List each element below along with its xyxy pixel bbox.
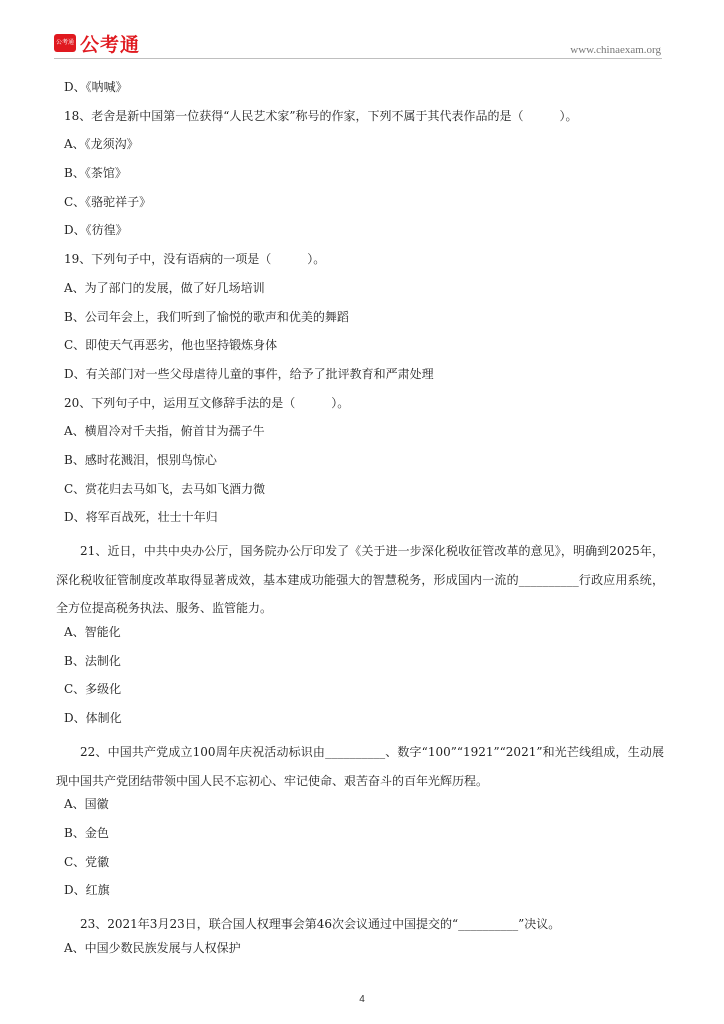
logo-text[interactable]: 公考通 (80, 34, 141, 56)
question-22: 22、中国共产党成立100周年庆祝活动标识由__________、数字“100”“1921”“2021”和光芒线组成，生动展现中国共产党团结带领中国人民不忘初心、牢记使命、艰苦奋斗的百年光辉历程。 (56, 744, 664, 788)
option-line: A、智能化 (64, 625, 121, 640)
option-line: C、赏花归去马如飞，去马如飞酒力微 (64, 481, 266, 496)
option-line: C、《骆驼祥子》 (64, 194, 152, 209)
document-body (56, 78, 664, 967)
site-url[interactable]: www.chinaexam.org (570, 44, 661, 56)
option-line: D、《呐喊》 (64, 80, 128, 94)
question-18: 18、老舍是新中国第一位获得“人民艺术家”称号的作家，下列不属于其代表作品的是（ ）。 (64, 108, 578, 123)
option-line: A、国徽 (64, 797, 109, 812)
option-line: C、即使天气再恶劣，他也坚持锻炼身体 (64, 338, 278, 353)
option-line: A、为了部门的发展，做了好几场培训 (64, 280, 265, 295)
option-line: B、公司年会上，我们听到了愉悦的歌声和优美的舞蹈 (64, 309, 349, 324)
option-line: D、有关部门对一些父母虐待儿童的事件，给予了批评教育和严肃处理 (64, 366, 434, 381)
option-line: C、多级化 (64, 682, 122, 697)
question-19: 19、下列句子中，没有语病的一项是（ ）。 (64, 252, 326, 267)
question-21: 21、近日，中共中央办公厅，国务院办公厅印发了《关于进一步深化税收征管改革的意见》，明确到2025年，深化税收征管制度改革取得显著成效，基本建成功能强大的智慧税务，形成国内一流的__________行政应用系统，全方位提高税务执法、服务、监管能力。 (56, 544, 664, 616)
option-line: D、《彷徨》 (64, 223, 128, 238)
option-line: A、横眉冷对千夫指，俯首甘为孺子牛 (64, 424, 265, 439)
option-line: A、《龙须沟》 (64, 137, 139, 152)
option-line: D、红旗 (64, 883, 110, 898)
question-23: 23、2021年3月23日，联合国人权理事会第46次会议通过中国提交的“__________”决议。 (80, 917, 561, 932)
option-line: A、中国少数民族发展与人权保护 (64, 940, 241, 955)
header-divider (54, 58, 662, 59)
page-number: 4 (359, 994, 365, 1005)
option-line: D、体制化 (64, 711, 122, 726)
option-line: B、法制化 (64, 653, 121, 668)
page-header (0, 0, 724, 62)
logo-badge[interactable]: 公考通 (54, 34, 76, 52)
option-line: D、将军百战死，壮士十年归 (64, 510, 218, 525)
option-line: C、党徽 (64, 854, 110, 869)
question-20: 20、下列句子中，运用互文修辞手法的是（ ）。 (64, 395, 350, 410)
option-line: B、金色 (64, 825, 109, 840)
option-line: B、《茶馆》 (64, 166, 127, 181)
option-line: B、感时花溅泪，恨别鸟惊心 (64, 452, 217, 467)
